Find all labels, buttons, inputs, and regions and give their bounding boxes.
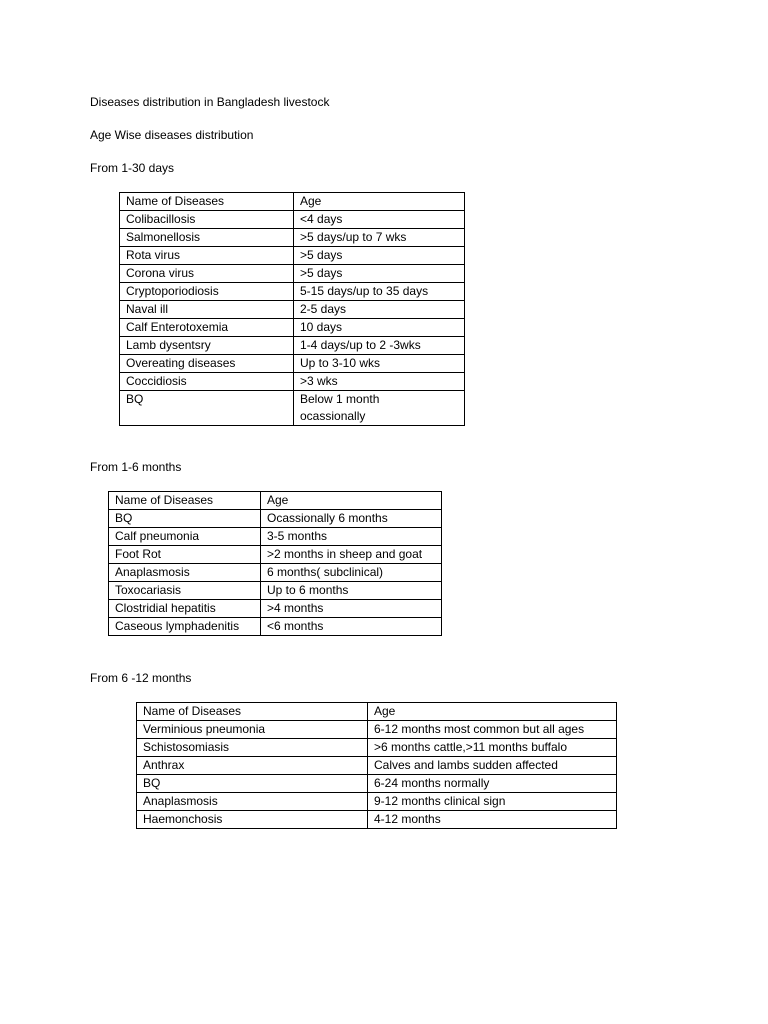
- age-cell: >5 days/up to 7 wks: [294, 229, 465, 247]
- table-6-12-months: [136, 702, 617, 829]
- table-row: [109, 600, 442, 618]
- table-row: [137, 775, 617, 793]
- table-row: [120, 391, 465, 426]
- age-cell: 6-24 months normally: [368, 775, 617, 793]
- disease-name-cell: Calf Enterotoxemia: [120, 319, 294, 337]
- table-row: [137, 721, 617, 739]
- table-row: [120, 301, 465, 319]
- table-row: [120, 211, 465, 229]
- document-title: Diseases distribution in Bangladesh livestock: [90, 95, 330, 109]
- table-row: [109, 618, 442, 636]
- disease-name-cell: Anaplasmosis: [137, 793, 368, 811]
- disease-name-cell: Cryptoporiodiosis: [120, 283, 294, 301]
- age-cell: Up to 6 months: [261, 582, 442, 600]
- disease-name-cell: Corona virus: [120, 265, 294, 283]
- age-cell: Up to 3-10 wks: [294, 355, 465, 373]
- disease-name-cell: Naval ill: [120, 301, 294, 319]
- table-row: [120, 247, 465, 265]
- age-cell: <4 days: [294, 211, 465, 229]
- disease-name-cell: Rota virus: [120, 247, 294, 265]
- disease-name-cell: Coccidiosis: [120, 373, 294, 391]
- age-cell: 3-5 months: [261, 528, 442, 546]
- table-row: [109, 510, 442, 528]
- table-row: [120, 373, 465, 391]
- disease-name-cell: Foot Rot: [109, 546, 261, 564]
- header-cell-name: Name of Diseases: [137, 703, 368, 721]
- table-row: [137, 811, 617, 829]
- disease-name-cell: Toxocariasis: [109, 582, 261, 600]
- disease-name-cell: Caseous lymphadenitis: [109, 618, 261, 636]
- table-row: [120, 265, 465, 283]
- age-cell: Ocassionally 6 months: [261, 510, 442, 528]
- disease-name-cell: Schistosomiasis: [137, 739, 368, 757]
- table-row: [120, 319, 465, 337]
- age-cell: 9-12 months clinical sign: [368, 793, 617, 811]
- disease-name-cell: Colibacillosis: [120, 211, 294, 229]
- table-row: [120, 283, 465, 301]
- age-cell: Below 1 month ocassionally: [294, 391, 465, 426]
- section-heading-1-30-days: From 1-30 days: [90, 161, 175, 175]
- age-cell: 2-5 days: [294, 301, 465, 319]
- age-cell: >5 days: [294, 265, 465, 283]
- table-row: [120, 229, 465, 247]
- table-1-30-days: [119, 192, 465, 426]
- age-cell: 4-12 months: [368, 811, 617, 829]
- disease-name-cell: BQ: [137, 775, 368, 793]
- header-cell-name: Name of Diseases: [120, 193, 294, 211]
- age-cell: 5-15 days/up to 35 days: [294, 283, 465, 301]
- section-heading-6-12-months: From 6 -12 months: [90, 671, 192, 685]
- table-row: [109, 582, 442, 600]
- age-cell: <6 months: [261, 618, 442, 636]
- disease-name-cell: Calf pneumonia: [109, 528, 261, 546]
- table-header-row: [120, 193, 465, 211]
- disease-name-cell: Anaplasmosis: [109, 564, 261, 582]
- section-heading-1-6-months: From 1-6 months: [90, 460, 182, 474]
- age-cell: 10 days: [294, 319, 465, 337]
- age-cell: >4 months: [261, 600, 442, 618]
- disease-name-cell: BQ: [109, 510, 261, 528]
- table-header-row: [109, 492, 442, 510]
- table-row: [120, 355, 465, 373]
- table-row: [137, 793, 617, 811]
- header-cell-age: Age: [294, 193, 465, 211]
- disease-name-cell: Verminious pneumonia: [137, 721, 368, 739]
- disease-name-cell: Anthrax: [137, 757, 368, 775]
- disease-name-cell: Haemonchosis: [137, 811, 368, 829]
- disease-name-cell: BQ: [120, 391, 294, 426]
- disease-name-cell: Salmonellosis: [120, 229, 294, 247]
- age-cell: >5 days: [294, 247, 465, 265]
- table-row: [120, 337, 465, 355]
- table-header-row: [137, 703, 617, 721]
- age-cell: 1-4 days/up to 2 -3wks: [294, 337, 465, 355]
- table-1-6-months: [108, 491, 442, 636]
- disease-name-cell: Clostridial hepatitis: [109, 600, 261, 618]
- header-cell-age: Age: [261, 492, 442, 510]
- age-cell: >2 months in sheep and goat: [261, 546, 442, 564]
- header-cell-name: Name of Diseases: [109, 492, 261, 510]
- age-cell: Calves and lambs sudden affected: [368, 757, 617, 775]
- age-cell: >6 months cattle,>11 months buffalo: [368, 739, 617, 757]
- header-cell-age: Age: [368, 703, 617, 721]
- age-cell: >3 wks: [294, 373, 465, 391]
- table-row: [137, 739, 617, 757]
- age-cell: 6-12 months most common but all ages: [368, 721, 617, 739]
- age-cell: 6 months( subclinical): [261, 564, 442, 582]
- document-subtitle: Age Wise diseases distribution: [90, 128, 254, 142]
- table-row: [137, 757, 617, 775]
- table-row: [109, 564, 442, 582]
- disease-name-cell: Lamb dysentsry: [120, 337, 294, 355]
- disease-name-cell: Overeating diseases: [120, 355, 294, 373]
- table-row: [109, 546, 442, 564]
- table-row: [109, 528, 442, 546]
